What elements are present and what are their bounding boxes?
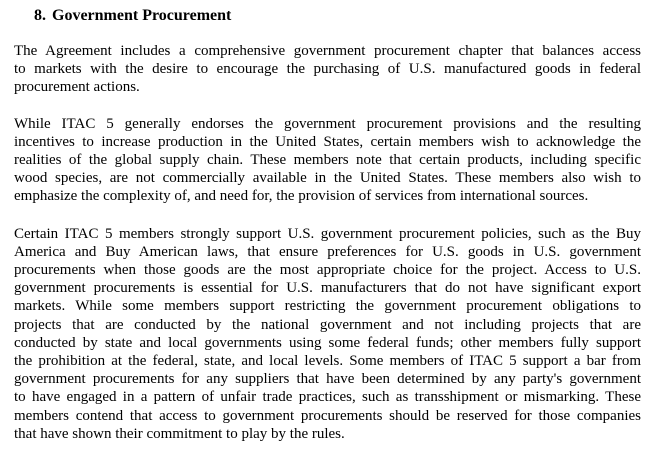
paragraph-supply-chain	[14, 115, 641, 206]
paragraph-line: markets. While some members support restricting the government procurement obligations to	[14, 298, 641, 315]
section-heading	[34, 6, 641, 26]
paragraph-line: government procurements is essential for U.S. manufacturers that do not have significant export	[14, 280, 641, 297]
paragraph-line: emphasize the complexity of, and need for, the provision of services from international sources.	[14, 188, 589, 205]
paragraph-line: incentives to increase production in the United States, certain members wish to acknowledge the	[14, 133, 641, 150]
paragraph-agreement-overview	[14, 42, 641, 97]
document-page	[14, 6, 641, 443]
paragraph-line: While ITAC 5 generally endorses the government procurement provisions and the resulting	[14, 115, 641, 132]
paragraph-line: members contend that access to government procurements should be reserved for those companies	[14, 407, 641, 424]
paragraph-line: realities of the global supply chain. These members note that certain products, including specific	[14, 152, 641, 169]
paragraph-line: conducted by state and local governments using some federal funds; other members fully support	[14, 334, 641, 351]
paragraph-buy-american	[14, 225, 641, 443]
paragraph-line: The Agreement includes a comprehensive government procurement chapter that balances access	[14, 43, 641, 59]
section-title: Government Procurement	[52, 7, 232, 24]
paragraph-line: procurement actions.	[14, 79, 140, 96]
paragraph-line: government procurements for any suppliers that have been determined by any party's government	[14, 371, 641, 388]
paragraph-line: procurements when those goods are the most appropriate choice for the project. Access to U.S.	[14, 262, 641, 279]
paragraph-line: America and Buy American laws, that ensure preferences for U.S. goods in U.S. government	[14, 243, 641, 260]
paragraph-line: to have engaged in a pattern of unfair trade practices, such as transshipment or mismarking. These	[14, 389, 641, 406]
paragraph-line: projects that are conducted by the national government and not including projects that are	[14, 316, 641, 333]
paragraph-line: the prohibition at the federal, state, and local levels. Some members of ITAC 5 support a bar from	[14, 353, 641, 370]
paragraph-line: to markets with the desire to encourage the purchasing of U.S. manufactured goods in federal	[14, 61, 641, 78]
paragraph-line: Certain ITAC 5 members strongly support U.S. government procurement policies, such as the Buy	[14, 225, 641, 242]
paragraph-line: wood species, are not commercially available in the United States. These members also wish to	[14, 170, 641, 187]
section-number: 8.	[34, 7, 46, 24]
paragraph-line: that have shown their commitment to play by the rules.	[14, 425, 345, 442]
